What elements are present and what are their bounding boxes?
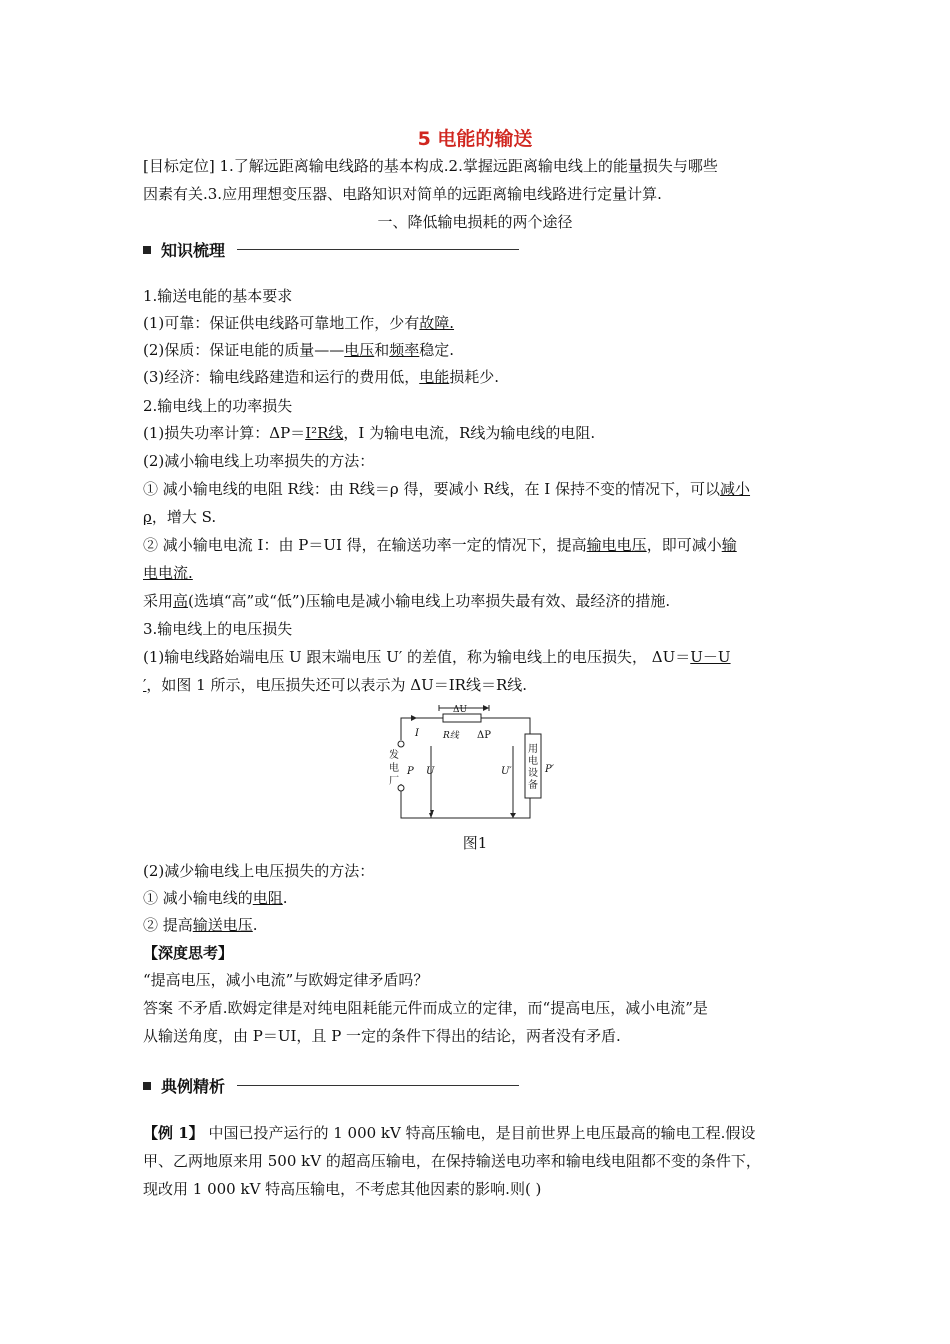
page-title: 5 电能的输送 [417, 128, 533, 150]
deep-think-question: “提高电压，减小电流”与欧姆定律矛盾吗？ [143, 971, 429, 989]
example-line-3: 现改用 1 000 kV 特高压输电，不考虑其他因素的影响.则( ) [143, 1180, 542, 1198]
item-2-2-b: ② 减小输电电流 I：由 P＝UI 得，在输送功率一定的情况下，提高输电电压，即可减小输 [143, 536, 737, 554]
fig-device-2: 电 [528, 756, 538, 767]
fig-plant-2: 电 [389, 763, 399, 774]
terminal-top [398, 741, 404, 747]
item-3: 3.输电线上的电压损失 [143, 620, 293, 638]
item-3-1-cont: ′，如图 1 所示，电压损失还可以表示为 ΔU＝IR线＝R线. [143, 676, 528, 694]
answer-line-1: 答案 不矛盾.欧姆定律是对纯电阻耗能元件而成立的定律，而“提高电压，减小电流”是 [143, 999, 708, 1017]
fig-dp: ΔP [477, 730, 491, 741]
section-heading-one: 一、降低输电损耗的两个途径 [377, 213, 573, 231]
square-bullet-icon [143, 246, 151, 254]
item-1: 1.输送电能的基本要求 [143, 287, 293, 305]
fig-plant-3: 厂 [389, 776, 399, 787]
fig-device-3: 设 [528, 768, 538, 779]
fig-r: R线 [443, 731, 459, 741]
item-1-1: (1)可靠：保证供电线路可靠地工作，少有故障. [143, 314, 455, 332]
fig-i: I [415, 728, 419, 739]
item-2-2-a-cont: ρ，增大 S. [143, 508, 217, 526]
item-3-2-a: ① 减小输电线的电阻. [143, 889, 288, 907]
fig-device-1: 用 [528, 744, 538, 755]
example-line-2: 甲、乙两地原来用 500 kV 的超高压输电，在保持输送电功率和输电线电阻都不变的条件下， [143, 1152, 761, 1170]
figure-caption: 图1 [462, 834, 488, 852]
deep-think-label: 【深度思考】 [143, 944, 234, 962]
item-1-3: (3)经济：输电线路建造和运行的费用低，电能损耗少. [143, 368, 500, 386]
fig-p: P [407, 766, 414, 777]
section-rule [237, 1085, 519, 1086]
fig-u: U [426, 766, 435, 777]
fig-device-4: 备 [528, 780, 538, 791]
answer-line-2: 从输送角度，由 P＝UI，且 P 一定的条件下得出的结论，两者没有矛盾. [143, 1027, 621, 1045]
item-2: 2.输电线上的功率损失 [143, 397, 293, 415]
example-line-1: 【例 1】 中国已投产运行的 1 000 kV 特高压输电，是目前世界上电压最高的输电工程.假设 [143, 1124, 756, 1142]
section-examples-label: 典例精析 [161, 1077, 226, 1096]
goals-line-1: [目标定位] 1.了解远距离输电线路的基本构成.2.掌握远距离输电线上的能量损失与哪些 [143, 157, 718, 175]
fig-plant-1: 发 [389, 750, 399, 761]
item-3-1: (1)输电线路始端电压 U 跟末端电压 U′ 的差值，称为输电线上的电压损失， ΔU＝U－U [143, 648, 731, 666]
fig-p2: P′ [545, 764, 554, 775]
item-3-2: (2)减少输电线上电压损失的方法： [143, 862, 375, 880]
item-2-2-a: ① 减小输电线的电阻 R线：由 R线＝ρ 得，要减小 R线，在 I 保持不变的情况下，可以减小 [143, 480, 751, 498]
item-3-2-b: ② 提高输送电压. [143, 916, 258, 934]
line-resistor [443, 714, 481, 722]
fig-du: ΔU [453, 705, 468, 715]
circuit-diagram [385, 700, 565, 822]
square-bullet-icon [143, 1082, 151, 1090]
item-2-3: 采用高(选填“高”或“低”)压输电是减小输电线上功率损失最有效、最经济的措施. [143, 592, 671, 610]
goals-line-2: 因素有关.3.应用理想变压器、电路知识对简单的远距离输电线路进行定量计算. [143, 185, 662, 203]
section-knowledge [143, 238, 519, 261]
section-knowledge-label: 知识梳理 [161, 241, 226, 260]
item-2-1: (1)损失功率计算：ΔP＝I²R线，I 为输电电流，R线为输电线的电阻. [143, 424, 596, 442]
section-examples [143, 1074, 519, 1097]
item-1-2: (2)保质：保证电能的质量——电压和频率稳定. [143, 341, 455, 359]
section-rule [237, 249, 519, 250]
item-2-2: (2)减小输电线上功率损失的方法： [143, 452, 375, 470]
item-2-2-b-cont: 电电流. [143, 564, 193, 582]
fig-u2: U′ [501, 766, 512, 777]
